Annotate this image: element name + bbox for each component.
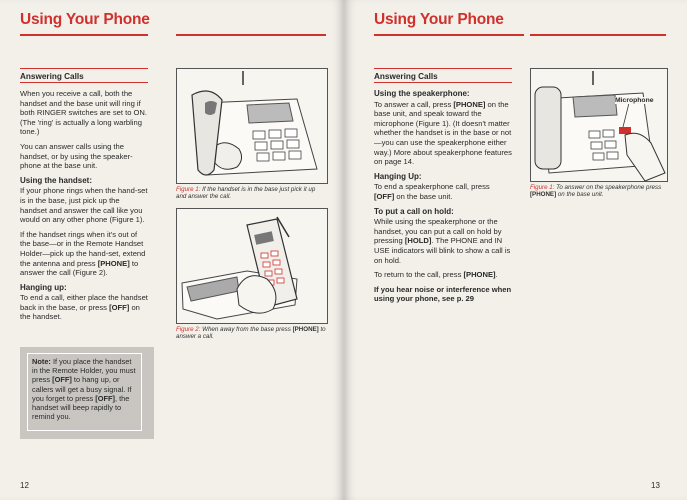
note-box: [20, 347, 154, 439]
phone-key: [PHONE]: [463, 270, 496, 280]
speakerphone-drawing: [531, 69, 667, 181]
figure-label: Figure 1:: [176, 186, 201, 193]
page-title: Using Your Phone: [374, 11, 504, 28]
note-label: Note:: [32, 357, 51, 366]
handset-paragraph-2: [20, 230, 148, 278]
section-heading: Answering Calls: [20, 72, 84, 81]
off-key: [OFF]: [109, 302, 130, 312]
page-title: Using Your Phone: [20, 11, 150, 28]
figure-1-caption: [176, 186, 326, 201]
speakerphone-heading: Using the speakerphone:: [374, 89, 470, 98]
section-rule: [374, 68, 512, 69]
hangup-heading: Hanging Up:: [374, 171, 422, 181]
text: . The PHONE and IN USE indicators will blink to show a call is on hold.: [374, 236, 511, 265]
figure-label: Figure 1:: [530, 184, 555, 191]
noise-reference: If you hear noise or interference when using your phone, see p. 29: [374, 284, 512, 304]
text: To return to the call, press: [374, 270, 464, 280]
off-key: [OFF]: [95, 393, 115, 403]
text: on the handset.: [20, 302, 140, 322]
title-rule: [374, 34, 524, 36]
section-rule-bottom: [374, 82, 512, 83]
title-rule-right: [530, 34, 666, 36]
phone-key: [PHONE]: [97, 258, 130, 268]
text: on the base unit.: [394, 191, 453, 201]
phone-key: [PHONE]: [530, 191, 557, 199]
text: When away from the base press: [200, 326, 293, 333]
hangup-heading: Hanging up:: [20, 282, 67, 292]
text: While using the speakerphone or the handset, you can put a call on hold by pressing: [374, 217, 502, 246]
page-number: 12: [20, 481, 29, 490]
text: on the base unit.: [556, 191, 604, 199]
handset-drawing: [177, 209, 327, 323]
speakerphone-paragraph: [374, 100, 512, 167]
text: If the handset rings when it's out of the base—or in the Remote Handset Holder—pick up the hand-set, extend the antenna and press: [20, 229, 146, 268]
text: , the handset will beep rapidly to remind you.: [32, 393, 130, 422]
off-key: [OFF]: [52, 375, 72, 385]
text: To end a call, either place the handset back in the base, or press: [20, 293, 148, 312]
hangup-paragraph: [374, 182, 512, 201]
section-heading: Answering Calls: [374, 72, 438, 81]
text: If the handset is in the base just pick it up and answer the call.: [176, 186, 316, 201]
text: To answer a call, press: [374, 99, 454, 109]
phone-key: [PHONE]: [292, 326, 319, 333]
intro-paragraph: When you receive a call, both the handset and the base unit will ring if both RINGER switches are set to ON. (The 'ring' is actually a long warbling tone.): [20, 89, 148, 137]
handset-heading: Using the handset:: [20, 175, 93, 185]
title-rule: [20, 34, 148, 36]
page-number: 13: [651, 481, 660, 490]
text: To end a speakerphone call, press: [374, 182, 490, 192]
figure-1-speakerphone-illustration: [530, 68, 668, 182]
hold-paragraph: [374, 217, 512, 265]
phone-base-drawing: [177, 69, 327, 183]
note-text: [27, 353, 142, 431]
section-rule: [20, 68, 148, 69]
text: .: [495, 270, 498, 280]
text: If you place the handset in the Remote Holder, you must press: [32, 357, 136, 385]
left-text-column: [20, 89, 148, 327]
handset-paragraph-1: If your phone rings when the hand-set is in the base, just pick up the handset and answer the call like you would on any other phone (Figure 1).: [20, 186, 148, 225]
right-text-column: [374, 89, 512, 309]
section-rule-bottom: [20, 82, 148, 83]
figure-2-caption: [176, 326, 326, 341]
microphone-label: Microphone: [615, 97, 654, 104]
figure-1-caption: [530, 184, 666, 199]
text: on the base unit, and speak toward the microphone (Figure 1). (It doesn't matter whether the handset is in the base or not—you can use the speakerphone either way.) More about speakerphone features on page 14.: [374, 99, 512, 167]
text: To answer on the speakerphone press: [554, 184, 662, 191]
figure-label: Figure 2:: [176, 326, 201, 333]
hold-key: [HOLD]: [404, 236, 432, 246]
figure-1-illustration: [176, 68, 328, 184]
return-paragraph: [374, 270, 512, 280]
text: to hang up, or callers will get a busy signal. If you forget to press: [32, 375, 132, 403]
figure-2-illustration: [176, 208, 328, 324]
text: to answer a call.: [176, 326, 326, 341]
hold-heading: To put a call on hold:: [374, 206, 454, 216]
hangup-paragraph: [20, 293, 148, 322]
title-rule-right: [176, 34, 326, 36]
intro-paragraph-2: You can answer calls using the handset, or by using the speaker-phone at the base unit.: [20, 141, 133, 171]
phone-key: [PHONE]: [453, 99, 486, 109]
right-page: [344, 0, 687, 500]
text: to answer the call (Figure 2).: [20, 258, 139, 278]
off-key: [OFF]: [374, 191, 395, 201]
